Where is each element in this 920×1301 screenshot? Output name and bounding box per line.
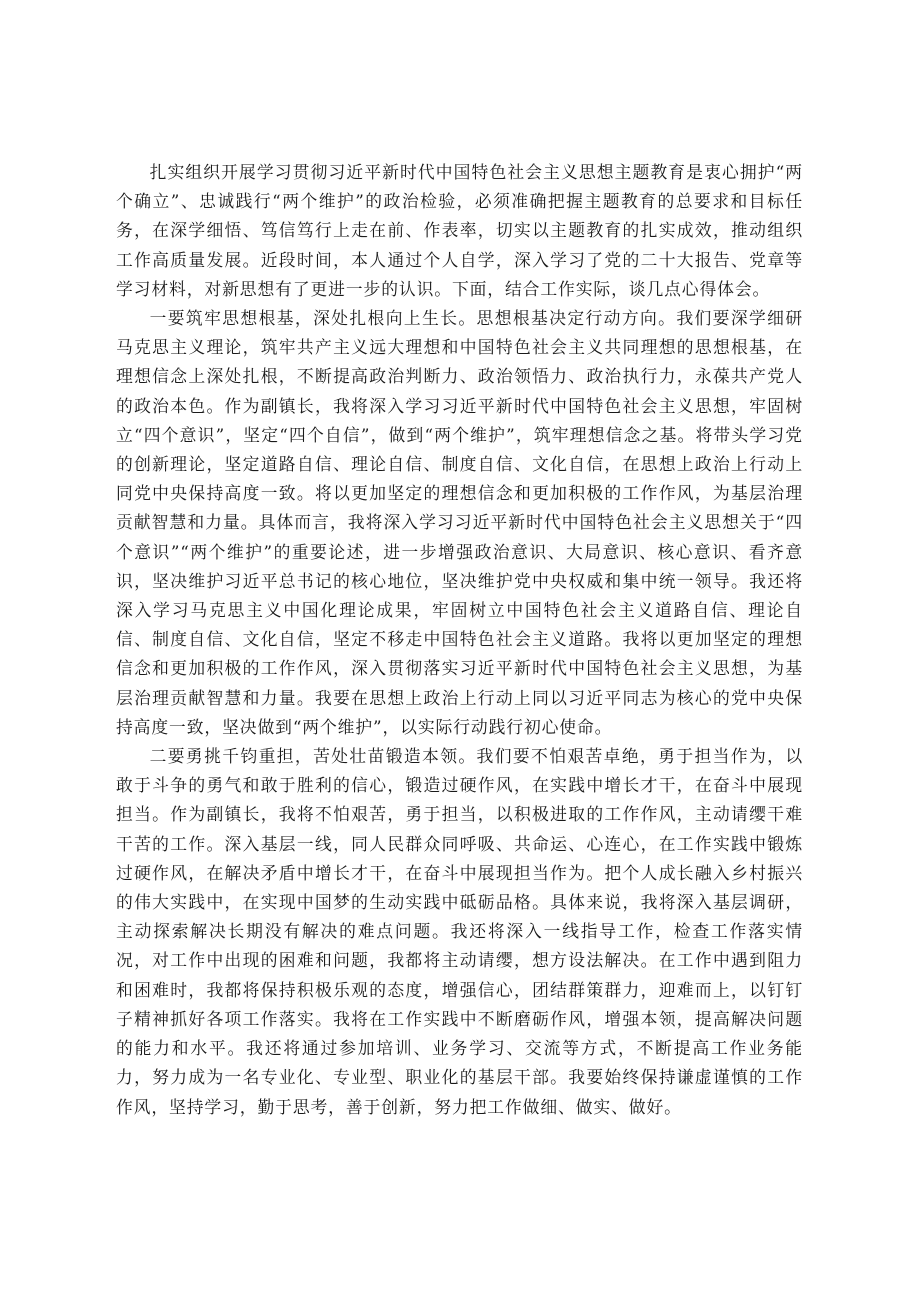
section-one-paragraph: 一要筑牢思想根基，深处扎根向上生长。思想根基决定行动方向。我们要深学细研马克思主义理论，筑牢共产主义远大理想和中国特色社会主义共同理想的思想根基，在理想信念上深处扎根，不断提高政治判断力、政治领悟力、政治执行力，永葆共产党人的政治本色。作为副镇长，我将深入学习习近平新时代中国特色社会主义思想，牢固树立“四个意识”，坚定“四个自信”，做到“两个维护”，筑牢理想信念之基。将带头学习党的创新理论，坚定道路自信、理论自信、制度自信、文化自信，在思想上政治上行动上同党中央保持高度一致。将以更加坚定的理想信念和更加积极的工作作风，为基层治理贡献智慧和力量。具体而言，我将深入学习习近平新时代中国特色社会主义思想关于“四个意识”“两个维护”的重要论述，进一步增强政治意识、大局意识、核心意识、看齐意识，坚决维护习近平总书记的核心地位，坚决维护党中央权威和集中统一领导。我还将深入学习马克思主义中国化理论成果，牢固树立中国特色社会主义道路自信、理论自信、制度自信、文化自信，坚定不移走中国特色社会主义道路。我将以更加坚定的理想信念和更加积极的工作作风，深入贯彻落实习近平新时代中国特色社会主义思想，为基层治理贡献智慧和力量。我要在思想上政治上行动上同以习近平同志为核心的党中央保持高度一致，坚决做到“两个维护”，以实际行动践行初心使命。 [116,308,803,737]
document-body [116,158,803,1122]
intro-paragraph: 扎实组织开展学习贯彻习近平新时代中国特色社会主义思想主题教育是衷心拥护“两个确立”、忠诚践行“两个维护”的政治检验，必须准确把握主题教育的总要求和目标任务，在深学细悟、笃信笃行上走在前、作表率，切实以主题教育的扎实成效，推动组织工作高质量发展。近段时间，本人通过个人自学，深入学习了党的二十大报告、党章等学习材料，对新思想有了更进一步的认识。下面，结合工作实际，谈几点心得体会。 [116,162,803,299]
section-two-paragraph: 二要勇挑千钧重担，苦处壮苗锻造本领。我们要不怕艰苦卓绝，勇于担当作为，以敢于斗争的勇气和敢于胜利的信心，锻造过硬作风，在实践中增长才干，在奋斗中展现担当。作为副镇长，我将不怕艰苦，勇于担当，以积极进取的工作作风，主动请缨干难干苦的工作。深入基层一线，同人民群众同呼吸、共命运、心连心，在工作实践中锻炼过硬作风，在解决矛盾中增长才干，在奋斗中展现担当作为。把个人成长融入乡村振兴的伟大实践中，在实现中国梦的生动实践中砥砺品格。具体来说，我将深入基层调研，主动探索解决长期没有解决的难点问题。我还将深入一线指导工作，检查工作落实情况，对工作中出现的困难和问题，我都将主动请缨，想方设法解决。在工作中遇到阻力和困难时，我都将保持积极乐观的态度，增强信心，团结群策群力，迎难而上，以钉钉子精神抓好各项工作落实。我将在工作实践中不断磨砺作风，增强本领，提高解决问题的能力和水平。我还将通过参加培训、业务学习、交流等方式，不断提高工作业务能力，努力成为一名专业化、专业型、职业化的基层干部。我要始终保持谦虚谨慎的工作作风，坚持学习，勤于思考，善于创新，努力把工作做细、做实、做好。 [116,746,803,1117]
